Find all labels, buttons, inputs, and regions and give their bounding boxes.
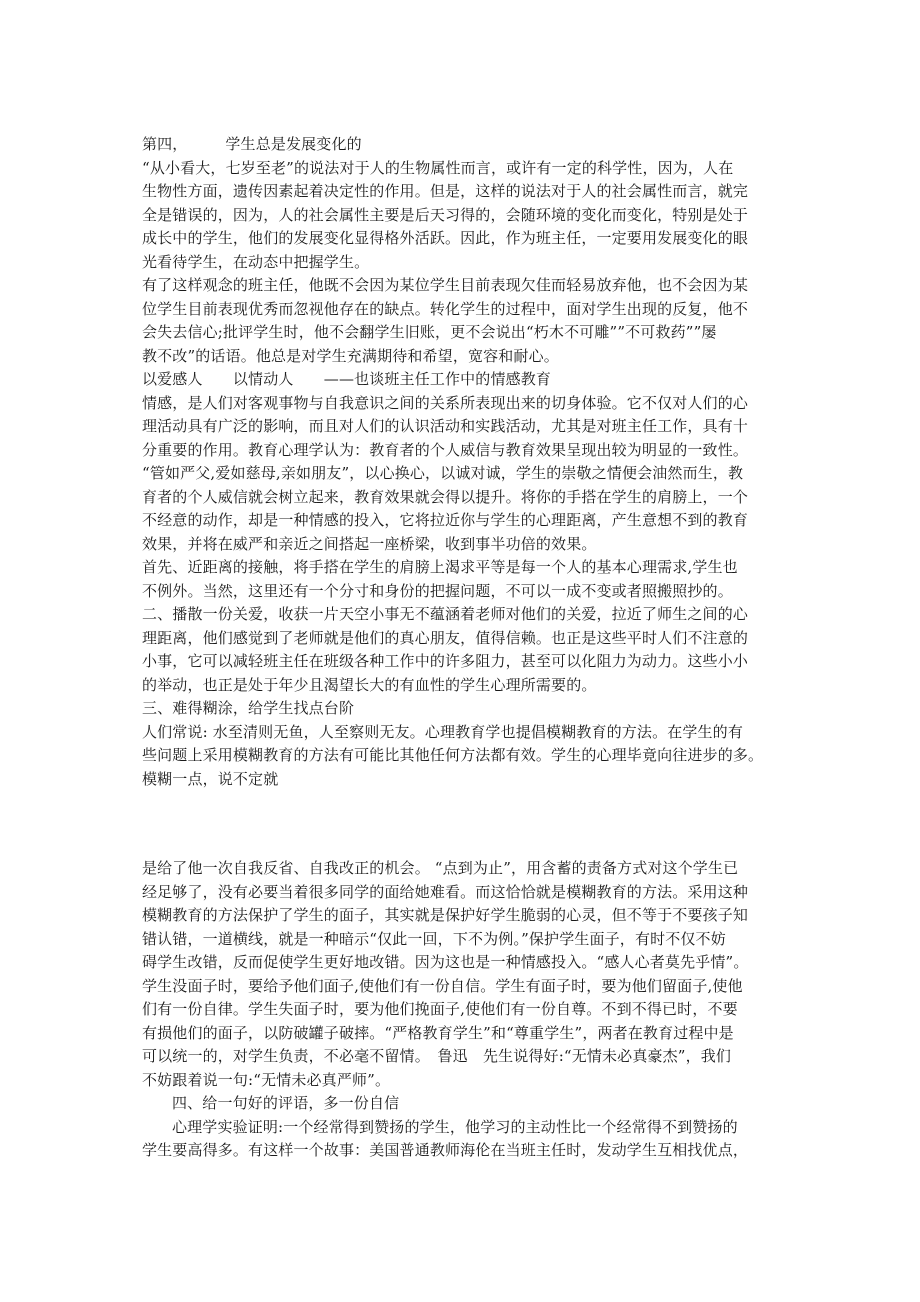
paragraph-line: 不妨跟着说一句:“无情未必真严师”。 [142, 1070, 391, 1089]
paragraph-line: 些问题上采用模糊教育的方法有可能比其他任何方法都有效。学生的心理毕竟向往进步的多。 [142, 746, 764, 764]
paragraph-line: 理距离，他们感觉到了老师就是他们的真心朋友，值得信赖。也正是这些平时人们不注意的 [142, 628, 749, 647]
paragraph-line: 小事，它可以减轻班主任在班级各种工作中的许多阻力，甚至可以化阻力为动力。这些小小 [142, 652, 749, 670]
paragraph-line: 分重要的作用。教育心理学认为：教育者的个人威信与教育效果呈现出较为明显的一致性。 [142, 440, 749, 459]
paragraph-line: 位学生目前表现优秀而忽视他存在的缺点。转化学生的过程中，面对学生出现的反复，他不 [142, 299, 749, 318]
paragraph-line: 学生没面子时，要给予他们面子,使他们有一份自信。学生有面子时，要为他们留面子,使他 [142, 976, 743, 995]
paragraph-line: 是给了他一次自我反省、自我改正的机会。 “点到为止”，用含蓄的责备方式对这个学生已 [142, 859, 739, 877]
paragraph-line: 模糊教育的方法保护了学生的面子，其实就是保护好学生脆弱的心灵，但不等于不要孩子知 [142, 906, 749, 924]
section-heading: 四、给一句好的评语，多一份自信 [172, 1094, 400, 1112]
paragraph-line: 首先、近距离的接触，将手搭在学生的肩膀上渴求平等是每一个人的基本心理需求,学生也 [142, 558, 738, 576]
text-block-lower [142, 857, 792, 1163]
paragraph-line: 二、播散一份关爱，收获一片天空小事无不蕴涵着老师对他们的关爱，拉近了师生之间的心 [142, 605, 749, 623]
paragraph-line: 情感，是人们对客观事物与自我意识之间的关系所表现出来的切身体验。它不仅对人们的心 [142, 393, 749, 412]
paragraph-line: 育者的个人威信就会树立起来，教育效果就会得以提升。将你的手搭在学生的肩膀上，一个 [142, 487, 749, 506]
paragraph-line: “从小看大，七岁至老”的说法对于人的生物属性而言，或许有一定的科学性，因为，人在 [142, 158, 734, 177]
paragraph-line: 有损他们的面子，以防破罐子破摔。“严格教育学生”和“尊重学生”，两者在教育过程中是 [142, 1023, 734, 1042]
paragraph-line: 学生要高得多。有这样一个故事：美国普通教师海伦在当班主任时，发动学生互相找优点， [142, 1141, 749, 1159]
paragraph-line: 错认错，一道横线，就是一种暗示“仅此一回，下不为例。”保护学生面子，有时不仅不妨 [142, 929, 726, 948]
paragraph-line: 全是错误的，因为，人的社会属性主要是后天习得的，会随环境的变化而变化，特别是处于 [142, 205, 749, 224]
paragraph-line: 教不改”的话语。他总是对学生充满期待和希望，宽容和耐心。 [142, 346, 559, 365]
paragraph-line: “管如严父,爱如慈母,亲如朋友”，以心换心，以诚对诚，学生的崇敬之情便会油然而生，教 [142, 464, 744, 482]
section-heading: 以爱感人 以情动人 ——也谈班主任工作中的情感教育 [142, 370, 552, 388]
section-heading: 第四， 学生总是发展变化的 [142, 135, 362, 153]
text-block-upper [142, 133, 782, 791]
section-heading: 三、难得糊涂，给学生找点台阶 [142, 699, 355, 717]
paragraph-line: 理活动具有广泛的影响，而且对人们的认识活动和实践活动，尤其是对班主任工作，具有十 [142, 417, 749, 435]
paragraph-line: 成长中的学生，他们的发展变化显得格外活跃。因此，作为班主任，一定要用发展变化的眼 [142, 229, 749, 247]
paragraph-line: 模糊一点，说不定就 [142, 769, 279, 788]
paragraph-line: 碍学生改错，反而促使学生更好地改错。因为这也是一种情感投入。“感人心者莫先乎情”。 [142, 953, 749, 971]
paragraph-line: 人们常说: 水至清则无鱼，人至察则无友。心理教育学也提倡模糊教育的方法。在学生的有 [142, 722, 743, 741]
paragraph-line: 会失去信心;批评学生时，他不会翻学生旧账，更不会说出“朽木不可雕””不可救药””屡 [142, 323, 717, 341]
paragraph-line: 不经意的动作，却是一种情感的投入，它将拉近你与学生的心理距离，产生意想不到的教育 [142, 511, 749, 529]
paragraph-line: 们有一份自律。学生失面子时，要为他们挽面子,使他们有一份自尊。不到不得已时，不要 [142, 1000, 738, 1018]
paragraph-line: 效果，并将在威严和亲近之间搭起一座桥梁，收到事半功倍的效果。 [142, 534, 597, 553]
paragraph-line: 有了这样观念的班主任，他既不会因为某位学生目前表现欠佳而轻易放弃他，也不会因为某 [142, 276, 749, 294]
paragraph-line: 经足够了，没有必要当着很多同学的面给她难看。而这恰恰就是模糊教育的方法。采用这种 [142, 882, 749, 901]
paragraph-line: 心理学实验证明:一个经常得到赞扬的学生，他学习的主动性比一个经常得不到赞扬的 [172, 1117, 738, 1136]
paragraph-line: 生物性方面，遗传因素起着决定性的作用。但是，这样的说法对于人的社会属性而言，就完 [142, 182, 749, 200]
paragraph-line: 的举动，也正是处于年少且渴望长大的有血性的学生心理所需要的。 [142, 675, 597, 694]
paragraph-line: 光看待学生，在动态中把握学生。 [142, 252, 370, 271]
paragraph-line: 可以统一的，对学生负责，不必毫不留情。 鲁迅 先生说得好:“无情未必真豪杰”，我们 [142, 1047, 732, 1065]
paragraph-line: 不例外。当然，这里还有一个分寸和身份的把握问题，不可以一成不变或者照搬照抄的。 [142, 581, 733, 600]
